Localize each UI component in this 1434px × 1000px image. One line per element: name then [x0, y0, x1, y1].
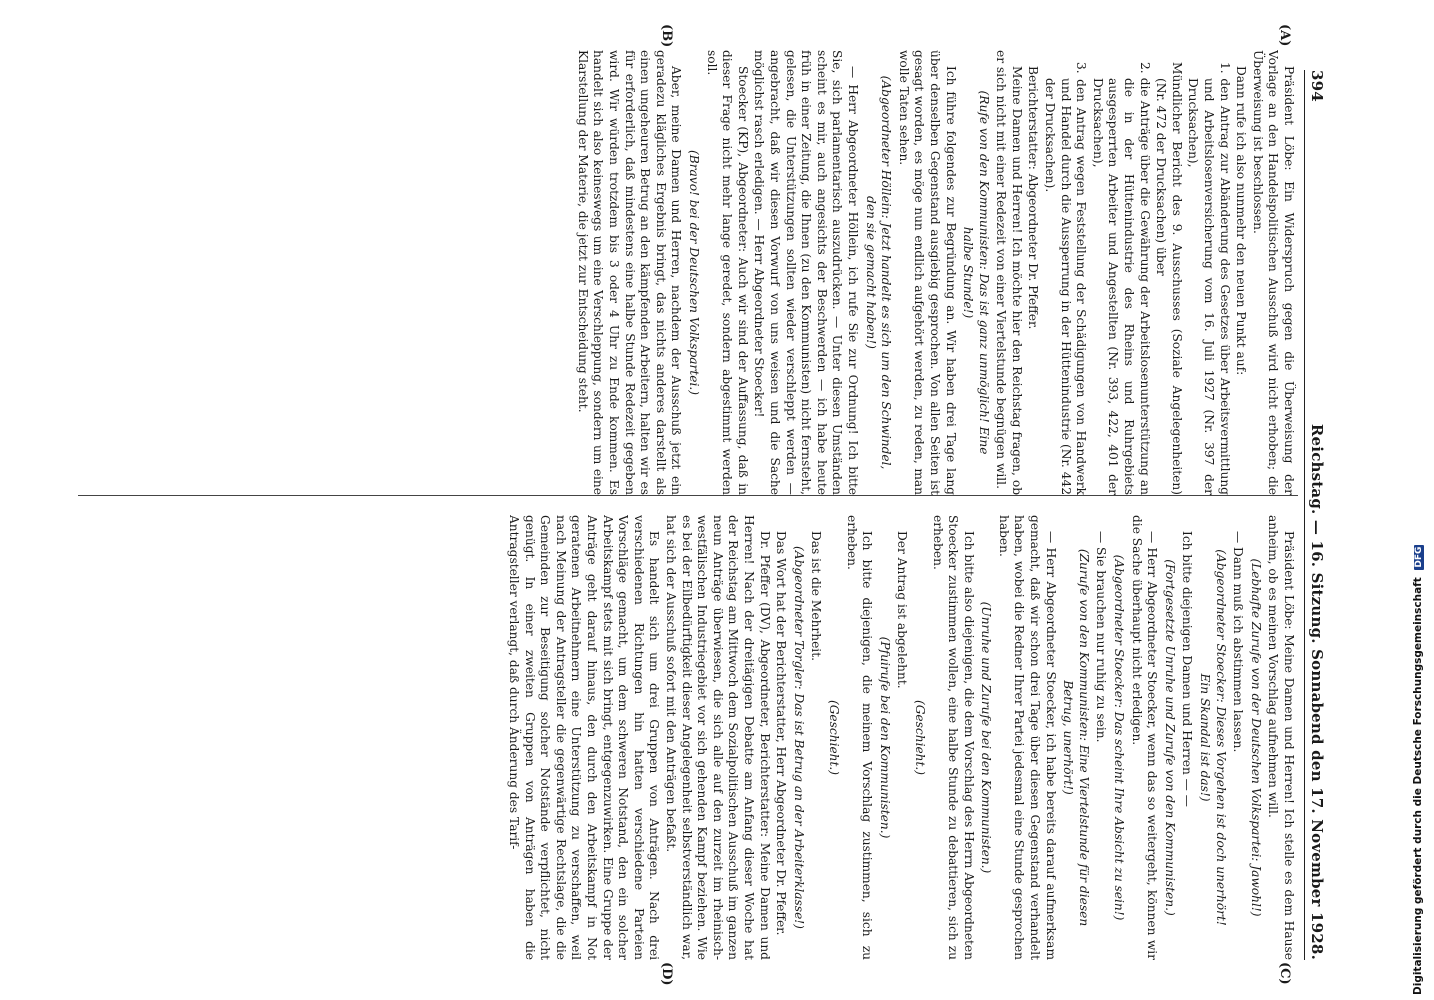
margin-marker-b: (B) [659, 24, 674, 48]
stage-direction: (Abgeordneter Höllein: Jetzt handelt es sich um den Schwindel, den sie gemacht haben!) [863, 75, 894, 470]
agenda-item: 3. den Antrag wegen Feststellung der Schädigungen von Handwerk und Handel durch die Aussperrung in der Hüttenindustrie (Nr. 442 der Drucksachen). [1043, 62, 1089, 495]
paragraph: Dann rufe ich also nunmehr den neuen Punkt auf: [1234, 66, 1249, 376]
paragraph: Das Wort hat der Berichterstatter, Herr Abgeordneter Dr. Pfeffer. [774, 531, 789, 936]
stage-direction: (Bravo! bei der Deutschen Volkspartei.) [687, 150, 702, 395]
column-divider [78, 495, 1298, 496]
paragraph: Ich führe folgendes zur Begründung an. Wir haben drei Tage lang über denselben Gegenstand ausgiebig gesprochen. Von allen Seiten ist gesagt worden, es möge nun endlich aufgehört werden, zu reden, man wolle Taten sehen. [896, 50, 958, 495]
paragraph: — Dann muß ich abstimmen lassen. [1231, 531, 1246, 753]
paragraph: — Herr Abgeordneter Stoecker, ich habe bereits darauf aufmerksam gemacht, daß wir schon drei Tage über diesen Gegenstand verhandelt haben, wobei die Redner Ihrer Partei jedesmal eine Stunde gesprochen haben. [996, 515, 1058, 960]
paragraph: Aber, meine Damen und Herren, nachdem der Ausschuß jetzt ein geradezu klägliches Ergebnis bringt, das nichts anderes darstellt als einen ungeheuren Betrug an den kämpfenden Arbeitern, halten wir es für erforderlich, daß mindestens eine halbe Stunde Redezeit gegeben wird. Wir würden trotzdem bis 3 oder 4 Uhr zu Ende kommen. Es handelt sich also keineswegs um eine Verschleppung, sondern um eine Klarstellung der Materie, die jetzt zur Entscheidung steht. [575, 50, 684, 495]
page-number: 394 [1308, 70, 1326, 102]
left-column [76, 50, 1296, 495]
footer [1412, 545, 1424, 995]
margin-marker-a: (A) [1277, 24, 1292, 47]
dfg-logo: DFG [1414, 546, 1424, 568]
paragraph: Das ist die Mehrheit. [809, 531, 824, 661]
agenda-item: 2. die Anträge über die Gewährung der Arbeitslosenunterstützung an die in der Hüttenindustrie des Rheins und Ruhrgebiets ausgesperrten Arbeiter und Angestellten (Nr. 393, 422, 401 der Drucksachen), [1090, 62, 1152, 495]
stage-direction: (Unruhe und Zurufe bei den Kommunisten.) [979, 601, 994, 874]
paragraph: Meine Damen und Herren! Ich möchte hier den Reichstag fragen, ob er sich nicht mit einer Redezeit von einer Viertelstunde begnügen will. [994, 50, 1024, 495]
right-column [76, 515, 1296, 960]
page-header [1304, 70, 1334, 960]
stage-direction: (Geschieht.) [912, 699, 927, 776]
page-title: Reichstag. — 16. Sitzung. Sonnabend den 17. November 1928. [1308, 423, 1326, 960]
footer-text: Digitalisierung gefördert durch die Deutsche Forschungsgemeinschaft [1412, 577, 1424, 995]
paragraph: Dr. Pfeffer (DV), Abgeordneter, Berichterstatter: Meine Damen und Herren! Nach der dreitägigen Debatte am Anfang dieser Woche hat der Reichstag am Mittwoch dem Sozialpolitischen Ausschuß im ganzen neun Anträge überwiesen, die sich alle auf den zurzeit im rheinisch-westfälischen Industriegebiet vor sich gehenden Kampf beziehen. Wie es bei der Eilbedürftigkeit dieser Angelegenheit selbstverständlich war, hat sich der Ausschuß sofort mit den Anträgen befaßt. [664, 515, 772, 960]
paragraph: Stoecker (KP), Abgeordneter: Auch wir sind der Auffassung, daß in dieser Frage nicht mehr lange geredet, sondern abgestimmt werden soll. [704, 50, 750, 495]
paragraph: — Herr Abgeordneter Höllein, ich rufe Sie zur Ordnung! Ich bitte Sie, sich parlamentarisch auszudrücken. — Unter diesen Umständen scheint es mir, auch angesichts der Beschwerden — ich habe heute früh in einer Zeitung, die Ihnen (zu den Kommunisten) nicht fernsteht, gelesen, die Unterstützungen sollten wieder verschleppt werden — angebracht, daß wir diesen Vorwurf von uns weisen und die Sache möglichst rasch erledigen. — Herr Abgeordneter Stoecker! [752, 50, 860, 495]
paragraph: Präsident Löbe: Ein Widerspruch gegen die Überweisung der Vorlage an den Handelspolitischen Ausschuß wird nicht erhoben; die Überweisung ist beschlossen. [1250, 50, 1296, 495]
paragraph: Es handelt sich um drei Gruppen von Anträgen. Nach drei verschiedenen Richtungen hin hatten verschiedene Parteien Vorschläge gemacht, um dem schweren Notstand, den ein solcher Arbeitskampf stets mit sich bringt, entgegenzuwirken. Eine Gruppe der Anträge geht darauf hinaus, den durch den Arbeitskampf in Not geratenen Arbeitnehmern eine Unterstützung zu verschaffen, weil nach Meinung der Antragsteller die gegenwärtige Rechtslage, die die Gemeinden zur Beseitigung solcher Notstände verpflichtet, nicht genügt. In einer zweiten Gruppen von Anträgen haben die Antragsteller verlangt, daß durch Änderung des Tarif- [507, 515, 662, 960]
agenda-item: 1. den Antrag zur Abänderung des Gesetzes über Arbeitsvermittlung und Arbeitslosenversicherung vom 16. Juli 1927 (Nr. 397 der Drucksachen), [1186, 62, 1232, 495]
stage-direction: (Abgeordneter Torgler: Das ist Betrug an der Arbeiterklasse!) [791, 546, 806, 929]
paragraph: Berichterstatter: Abgeordneter Dr. Pfeffer. [1026, 66, 1041, 330]
paragraph: Der Antrag ist abgelehnt. [895, 531, 910, 689]
stage-direction: (Lebhafte Zurufe von der Deutschen Volkspartei: Jawohl!) [1248, 558, 1263, 917]
stage-direction: (Geschieht.) [826, 699, 841, 776]
stage-direction: (Rufe von den Kommunisten: Das ist ganz unmöglich! Eine halbe Stunde!) [961, 90, 991, 455]
paragraph: Ich bitte diejenigen Damen und Herren — — [1180, 531, 1195, 807]
stage-direction: (Zurufe von den Kommunisten: Eine Viertelstunde für diesen Betrug, unerhört!) [1061, 548, 1091, 927]
paragraph: Ich bitte also diejenigen, die dem Vorschlag des Herrn Abgeordneten Stoecker zustimmen wollen, eine halbe Stunde zu debattieren, sich zu erheben. [930, 515, 976, 960]
stage-direction: (Abgeordneter Stoecker: Das scheint Ihre Absicht zu sein!) [1112, 554, 1127, 921]
margin-marker-d: (D) [659, 962, 674, 986]
agenda-item: Mündlicher Bericht des 9. Ausschusses (Soziale Angelegenheiten) (Nr. 472 der Drucksachen) über [1154, 62, 1184, 495]
stage-direction: (Pfuirufe bei den Kommunisten.) [877, 636, 892, 839]
paragraph: Ich bitte diejenigen, die meinem Vorschlag zustimmen, sich zu erheben. [844, 515, 875, 960]
stage-direction: (Abgeordneter Stoecker: Dieses Vorgehen ist doch unerhört! Ein Skandal ist das!) [1198, 549, 1228, 926]
margin-marker-c: (C) [1277, 962, 1292, 985]
paragraph: — Sie brauchen nur ruhig zu sein. [1094, 531, 1109, 743]
paragraph: Präsident Löbe: Meine Damen und Herren! Ich stelle es dem Hause anheim, ob es meinen Vorschlag aufnehmen will. [1266, 515, 1296, 960]
stage-direction: (Fortgesetzte Unruhe und Zurufe von den Kommunisten.) [1162, 559, 1177, 916]
paragraph: — Herr Abgeordneter Stoecker, wenn das so weitergeht, können wir die Sache überhaupt nicht erledigen. [1129, 515, 1160, 960]
